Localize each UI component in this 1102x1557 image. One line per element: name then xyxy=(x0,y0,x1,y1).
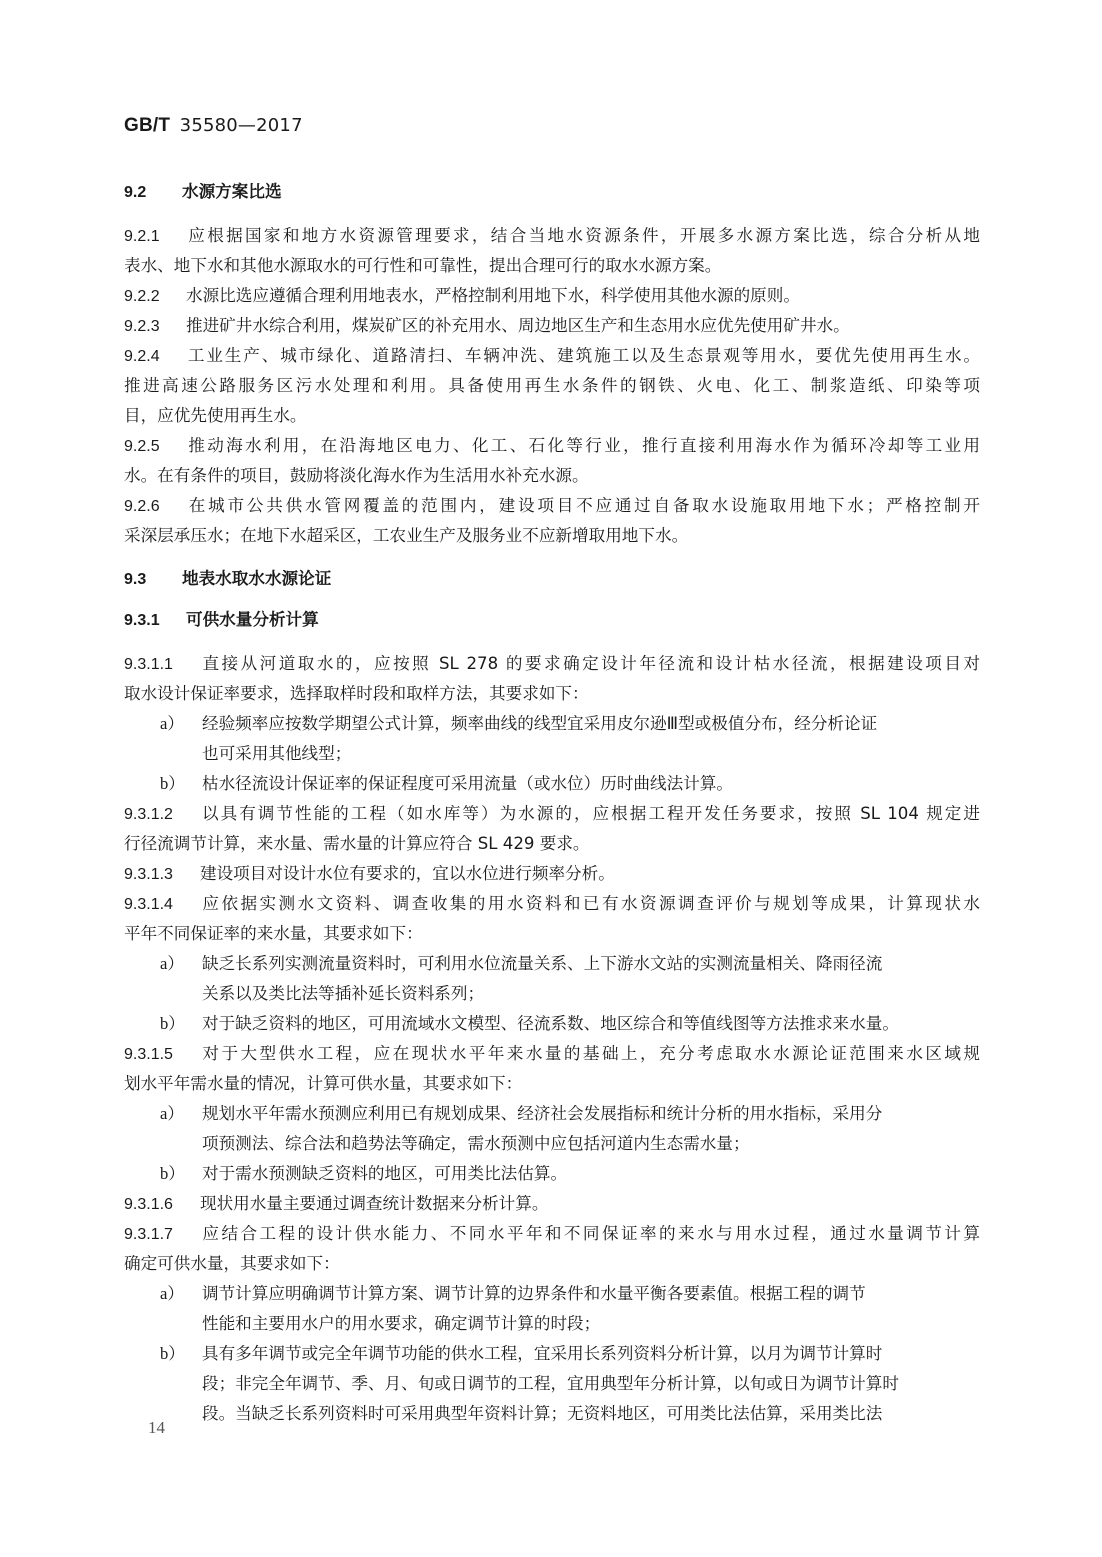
section-heading-9-3-1: 9.3.1 可供水量分析计算 xyxy=(124,610,319,629)
clause-9-3-1-4-item-a: a） 缺乏长系列实测流量资料时，可利用水位流量关系、上下游水文站的实测流量相关、降雨径流 xyxy=(160,954,883,973)
clause-9-3-1-7-line-2: 确定可供水量，其要求如下： xyxy=(124,1254,340,1273)
clause-9-3-1-1-line-2: 取水设计保证率要求，选择取样时段和取样方法，其要求如下： xyxy=(124,684,589,703)
clause-9-3-1-5-item-b: b） 对于需水预测缺乏资料的地区，可用类比法估算。 xyxy=(160,1164,568,1183)
clause-9-3-1-4-item-b: b） 对于缺乏资料的地区，可用流域水文模型、径流系数、地区综合和等值线图等方法推求来水量。 xyxy=(160,1014,899,1033)
clause-9-2-5-line-1: 9.2.5 推动海水利用，在沿海地区电力、化工、石化等行业，推行直接利用海水作为循环冷却等工业用 xyxy=(124,436,980,455)
clause-9-3-1-7-item-a-cont: 性能和主要用水户的用水要求，确定调节计算的时段； xyxy=(202,1314,601,1333)
clause-9-3-1-1-line-1: 9.3.1.1 直接从河道取水的，应按照 SL 278 的要求确定设计年径流和设计枯水径流，根据建设项目对 xyxy=(124,654,980,673)
clause-9-3-1-4-line-1: 9.3.1.4 应依据实测水文资料、调查收集的用水资料和已有水资源调查评价与规划等成果，计算现状水 xyxy=(124,894,980,913)
clause-9-2-2: 9.2.2 水源比选应遵循合理利用地表水，严格控制利用地下水，科学使用其他水源的原则。 xyxy=(124,286,800,305)
clause-9-3-1-5-item-a-cont: 项预测法、综合法和趋势法等确定，需水预测中应包括河道内生态需水量； xyxy=(202,1134,750,1153)
clause-9-3-1-5-item-a: a） 规划水平年需水预测应利用已有规划成果、经济社会发展指标和统计分析的用水指标，采用分 xyxy=(160,1104,883,1123)
clause-9-3-1-5-line-1: 9.3.1.5 对于大型供水工程，应在现状水平年来水量的基础上，充分考虑取水水源论证范围来水区域规 xyxy=(124,1044,980,1063)
clause-9-3-1-7-item-b-cont-2: 段。当缺乏长系列资料时可采用典型年资料计算；无资料地区，可用类比法估算，采用类比法 xyxy=(202,1404,883,1423)
clause-9-3-1-1-item-a: a） 经验频率应按数学期望公式计算，频率曲线的线型宜采用皮尔逊Ⅲ型或极值分布，经分析论证 xyxy=(160,714,878,733)
clause-9-2-6-line-2: 采深层承压水；在地下水超采区，工农业生产及服务业不应新增取用地下水。 xyxy=(124,526,689,545)
clause-9-3-1-7-line-1: 9.3.1.7 应结合工程的设计供水能力、不同水平年和不同保证率的来水与用水过程，通过水量调节计算 xyxy=(124,1224,980,1243)
standard-code-number: 35580—2017 xyxy=(179,115,303,136)
section-heading-9-3: 9.3 地表水取水水源论证 xyxy=(124,569,332,588)
clause-9-3-1-4-line-2: 平年不同保证率的来水量，其要求如下： xyxy=(124,924,423,943)
standard-code xyxy=(124,115,303,137)
clause-9-2-4-line-2: 推进高速公路服务区污水处理和利用。具备使用再生水条件的钢铁、火电、化工、制浆造纸、印染等项 xyxy=(124,376,980,395)
clause-9-3-1-1-item-b: b） 枯水径流设计保证率的保证程度可采用流量（或水位）历时曲线法计算。 xyxy=(160,774,733,793)
clause-9-3-1-3: 9.3.1.3 建设项目对设计水位有要求的，宜以水位进行频率分析。 xyxy=(124,864,615,883)
clause-9-3-1-2-line-2: 行径流调节计算，来水量、需水量的计算应符合 SL 429 要求。 xyxy=(124,834,590,853)
section-heading-9-2: 9.2 水源方案比选 xyxy=(124,182,282,201)
clause-9-3-1-7-item-a: a） 调节计算应明确调节计算方案、调节计算的边界条件和水量平衡各要素值。根据工程的调节 xyxy=(160,1284,866,1303)
standard-code-prefix: GB/T xyxy=(124,115,171,136)
clause-9-2-6-line-1: 9.2.6 在城市公共供水管网覆盖的范围内，建设项目不应通过自备取水设施取用地下水；严格控制开 xyxy=(124,496,980,515)
clause-9-3-1-5-line-2: 划水平年需水量的情况，计算可供水量，其要求如下： xyxy=(124,1074,523,1093)
clause-9-3-1-6: 9.3.1.6 现状用水量主要通过调查统计数据来分析计算。 xyxy=(124,1194,549,1213)
clause-9-3-1-2-line-1: 9.3.1.2 以具有调节性能的工程（如水库等）为水源的，应根据工程开发任务要求，按照 SL 104 规定进 xyxy=(124,804,980,823)
clause-9-2-4-line-1: 9.2.4 工业生产、城市绿化、道路清扫、车辆冲洗、建筑施工以及生态景观等用水，要优先使用再生水。 xyxy=(124,346,980,365)
clause-9-2-4-line-3: 目，应优先使用再生水。 xyxy=(124,406,307,425)
clause-9-3-1-7-item-b: b） 具有多年调节或完全年调节功能的供水工程，宜采用长系列资料分析计算，以月为调节计算时 xyxy=(160,1344,883,1363)
clause-9-3-1-1-item-a-cont: 也可采用其他线型； xyxy=(202,744,352,763)
clause-9-2-5-line-2: 水。在有条件的项目，鼓励将淡化海水作为生活用水补充水源。 xyxy=(124,466,589,485)
clause-9-3-1-4-item-a-cont: 关系以及类比法等插补延长资料系列； xyxy=(202,984,485,1003)
clause-9-2-3: 9.2.3 推进矿井水综合利用，煤炭矿区的补充用水、周边地区生产和生态用水应优先使用矿井水。 xyxy=(124,316,850,335)
clause-9-3-1-7-item-b-cont-1: 段；非完全年调节、季、月、旬或日调节的工程，宜用典型年分析计算，以旬或日为调节计算时 xyxy=(202,1374,899,1393)
clause-9-2-1-line-1: 9.2.1 应根据国家和地方水资源管理要求，结合当地水资源条件，开展多水源方案比选，综合分析从地 xyxy=(124,226,980,245)
clause-9-2-1-line-2: 表水、地下水和其他水源取水的可行性和可靠性，提出合理可行的取水水源方案。 xyxy=(124,256,722,275)
page-number: 14 xyxy=(148,1418,165,1437)
